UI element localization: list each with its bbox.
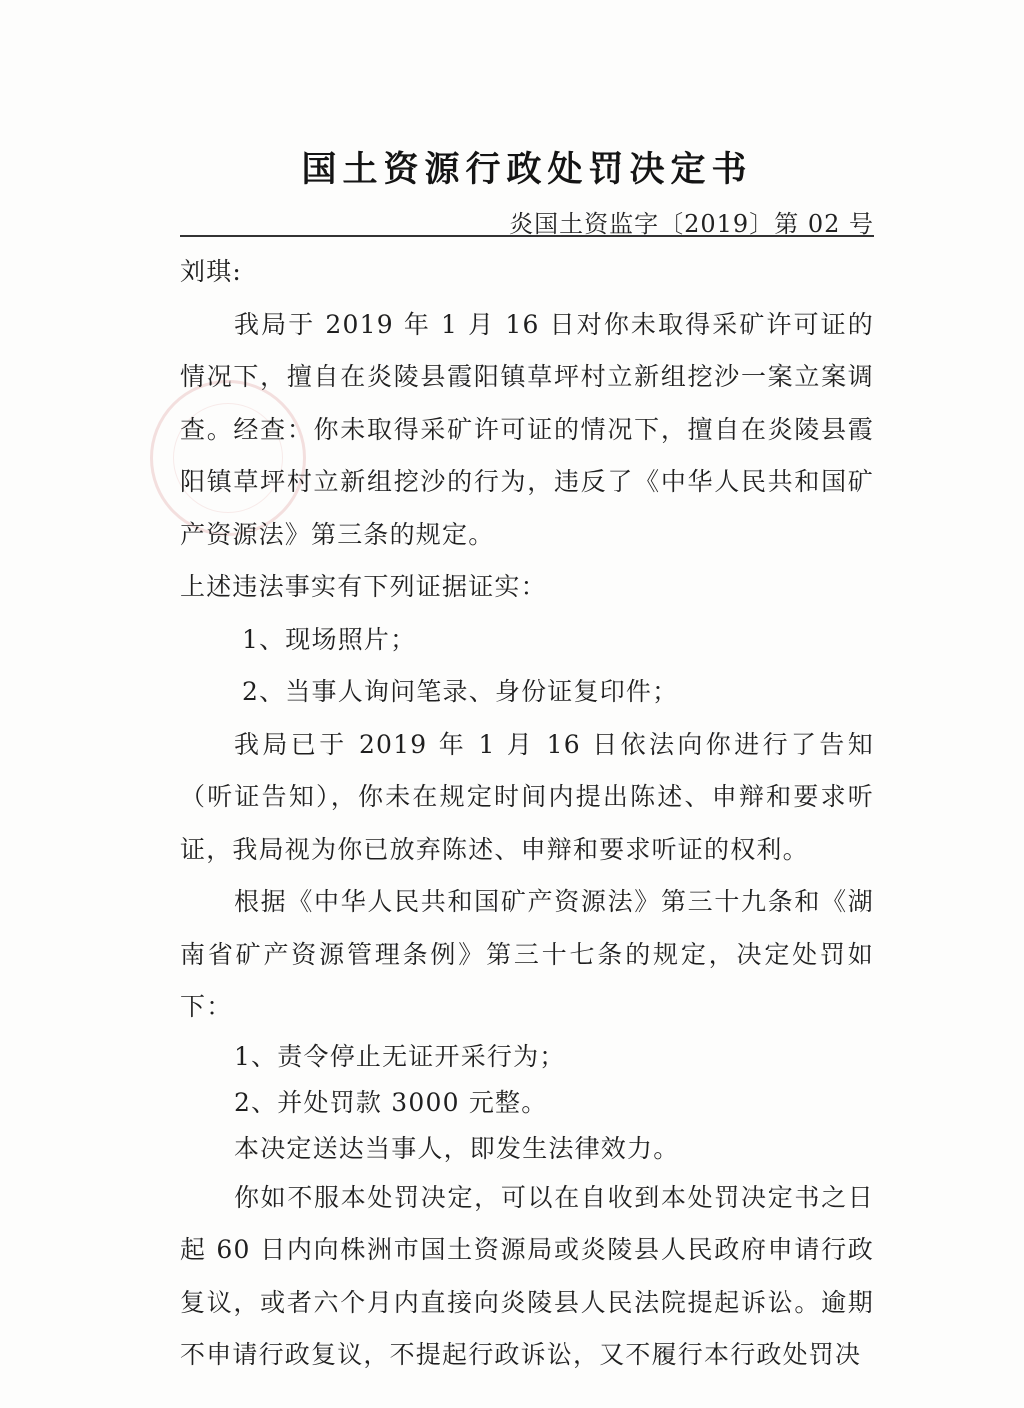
addressee: 刘琪: — [180, 257, 243, 286]
header-divider — [180, 235, 874, 237]
document-body — [180, 246, 874, 1382]
decision-item: 2、并处罚款 3000 元整。 — [234, 1087, 548, 1117]
document-title: 国土资源行政处罚决定书 — [301, 149, 753, 190]
legal-basis-paragraph: 根据《中华人民共和国矿产资源法》第三十九条和《湖南省矿产资源管理条例》第三十七条的规定，决定处罚如下： — [180, 887, 874, 1021]
investigation-paragraph: 我局于 2019 年 1 月 16 日对你未取得采矿许可证的情况下，擅自在炎陵县霞阳镇草坪村立新组挖沙一案立案调查。经查：你未取得采矿许可证的情况下，擅自在炎陵县霞阳镇草坪村立新组挖沙的行为，违反了《中华人民共和国矿产资源法》第三条的规定。 — [180, 309, 874, 549]
notification-paragraph: 我局已于 2019 年 1 月 16 日依法向你进行了告知（听证告知），你未在规定时间内提出陈述、申辩和要求听证，我局视为你已放弃陈述、申辩和要求听证的权利。 — [180, 729, 874, 864]
appeal-paragraph: 你如不服本处罚决定，可以在自收到本处罚决定书之日起 60 日内向株洲市国土资源局或炎陵县人民政府申请行政复议，或者六个月内直接向炎陵县人民法院提起诉讼。逾期不申请行政复议，不提起行政诉讼，又不履行本行政处罚决 — [180, 1182, 874, 1369]
evidence-item: 1、现场照片； — [242, 624, 417, 654]
evidence-item: 2、当事人询问笔录、身份证复印件； — [242, 677, 679, 706]
document-number: 炎国土资监字〔2019〕第 02 号 — [509, 210, 874, 238]
decision-item: 1、责令停止无证开采行为； — [234, 1041, 566, 1071]
evidence-intro: 上述违法事实有下列证据证实： — [180, 572, 547, 601]
effect-statement: 本决定送达当事人，即发生法律效力。 — [234, 1133, 680, 1163]
